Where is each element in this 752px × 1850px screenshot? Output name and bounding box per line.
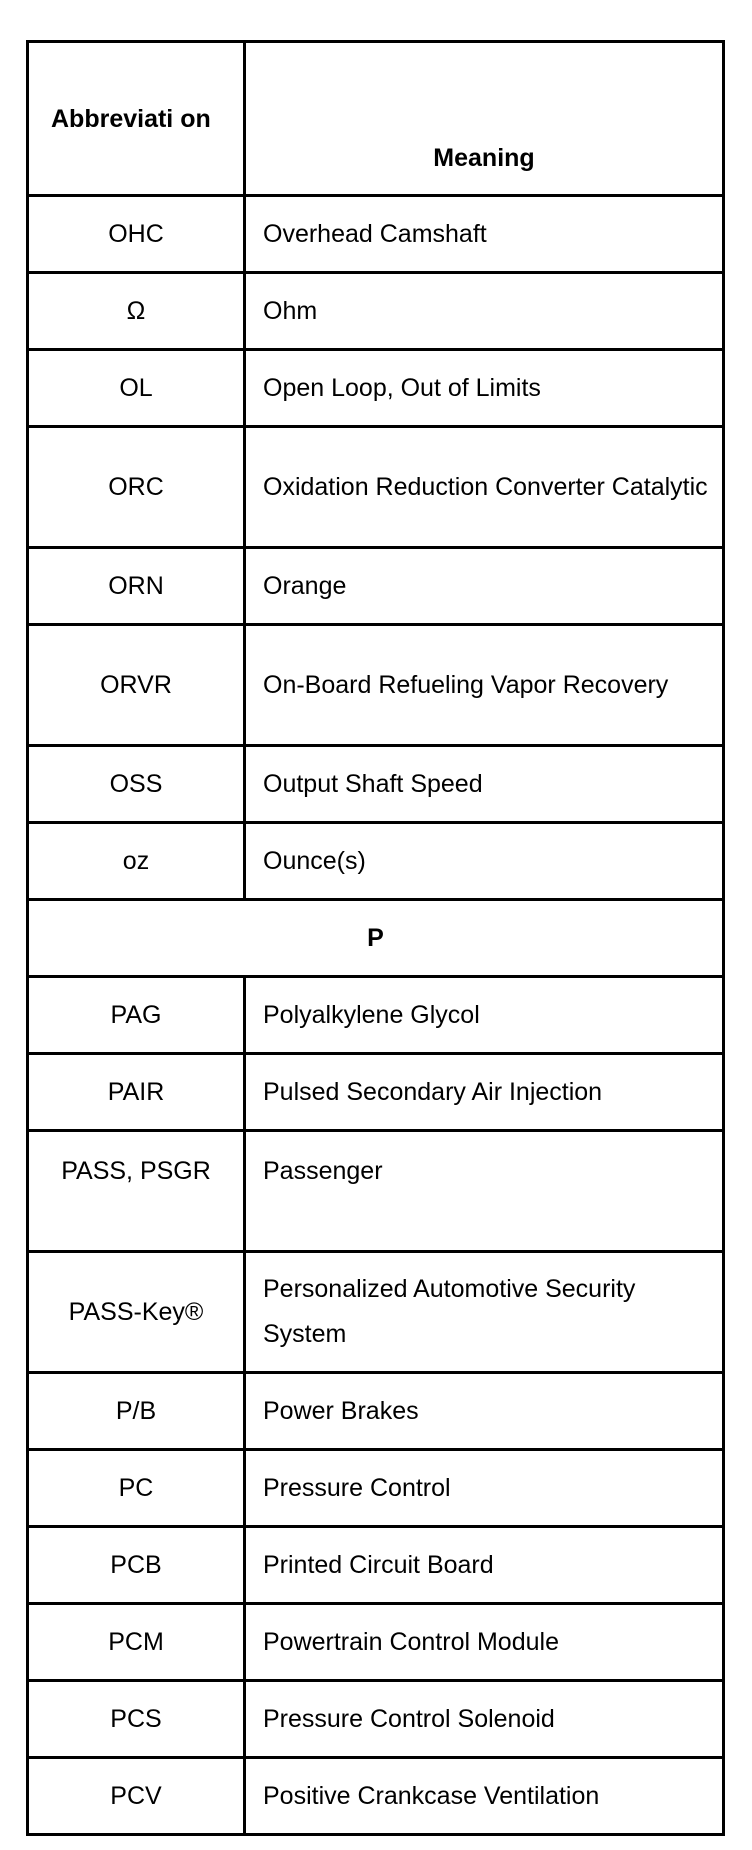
meaning-cell: Pulsed Secondary Air Injection	[245, 1054, 724, 1131]
meaning-cell: Passenger	[245, 1131, 724, 1252]
table-row	[28, 548, 724, 625]
abbreviation-cell: Ω	[28, 273, 245, 350]
header-row	[28, 42, 724, 196]
meaning-cell: Orange	[245, 548, 724, 625]
meaning-cell: Pressure Control	[245, 1450, 724, 1527]
abbreviation-cell: PCS	[28, 1681, 245, 1758]
meaning-cell: Pressure Control Solenoid	[245, 1681, 724, 1758]
meaning-cell: Personalized Automotive Security System	[245, 1252, 724, 1373]
abbreviation-cell: PASS, PSGR	[28, 1131, 245, 1252]
meaning-cell: Printed Circuit Board	[245, 1527, 724, 1604]
meaning-cell: Oxidation Reduction Converter Catalytic	[245, 427, 724, 548]
abbreviation-column-header: Abbreviati on	[28, 42, 245, 196]
abbreviation-cell: PASS-Key®	[28, 1252, 245, 1373]
meaning-column-header: Meaning	[245, 42, 724, 196]
meaning-cell: Positive Crankcase Ventilation	[245, 1758, 724, 1835]
meaning-cell: Overhead Camshaft	[245, 196, 724, 273]
table-row	[28, 273, 724, 350]
table-row	[28, 746, 724, 823]
abbreviation-cell: OHC	[28, 196, 245, 273]
table-row	[28, 1373, 724, 1450]
table-row	[28, 196, 724, 273]
meaning-cell: On-Board Refueling Vapor Recovery	[245, 625, 724, 746]
table-row	[28, 1527, 724, 1604]
abbreviation-cell: PCM	[28, 1604, 245, 1681]
abbreviation-cell: PC	[28, 1450, 245, 1527]
table-row	[28, 1604, 724, 1681]
section-row	[28, 900, 724, 977]
section-heading: P	[28, 900, 724, 977]
meaning-cell: Power Brakes	[245, 1373, 724, 1450]
table-row	[28, 625, 724, 746]
abbreviation-cell: PCV	[28, 1758, 245, 1835]
table-row	[28, 1252, 724, 1373]
meaning-cell: Output Shaft Speed	[245, 746, 724, 823]
abbreviation-cell: ORC	[28, 427, 245, 548]
table-row	[28, 350, 724, 427]
table-row	[28, 977, 724, 1054]
abbreviation-table	[26, 40, 725, 1836]
abbreviation-cell: PCB	[28, 1527, 245, 1604]
abbreviation-cell: PAIR	[28, 1054, 245, 1131]
meaning-cell: Open Loop, Out of Limits	[245, 350, 724, 427]
abbreviation-cell: OSS	[28, 746, 245, 823]
table-row	[28, 427, 724, 548]
abbreviation-cell: PAG	[28, 977, 245, 1054]
table-row	[28, 1758, 724, 1835]
table-row	[28, 1054, 724, 1131]
meaning-cell: Ounce(s)	[245, 823, 724, 900]
abbreviation-cell: OL	[28, 350, 245, 427]
meaning-cell: Ohm	[245, 273, 724, 350]
table-row	[28, 1131, 724, 1252]
meaning-cell: Polyalkylene Glycol	[245, 977, 724, 1054]
table-row	[28, 1450, 724, 1527]
abbreviation-cell: ORN	[28, 548, 245, 625]
table-row	[28, 1681, 724, 1758]
abbreviation-cell: oz	[28, 823, 245, 900]
meaning-cell: Powertrain Control Module	[245, 1604, 724, 1681]
abbreviation-cell: P/B	[28, 1373, 245, 1450]
table-row	[28, 823, 724, 900]
abbreviation-cell: ORVR	[28, 625, 245, 746]
